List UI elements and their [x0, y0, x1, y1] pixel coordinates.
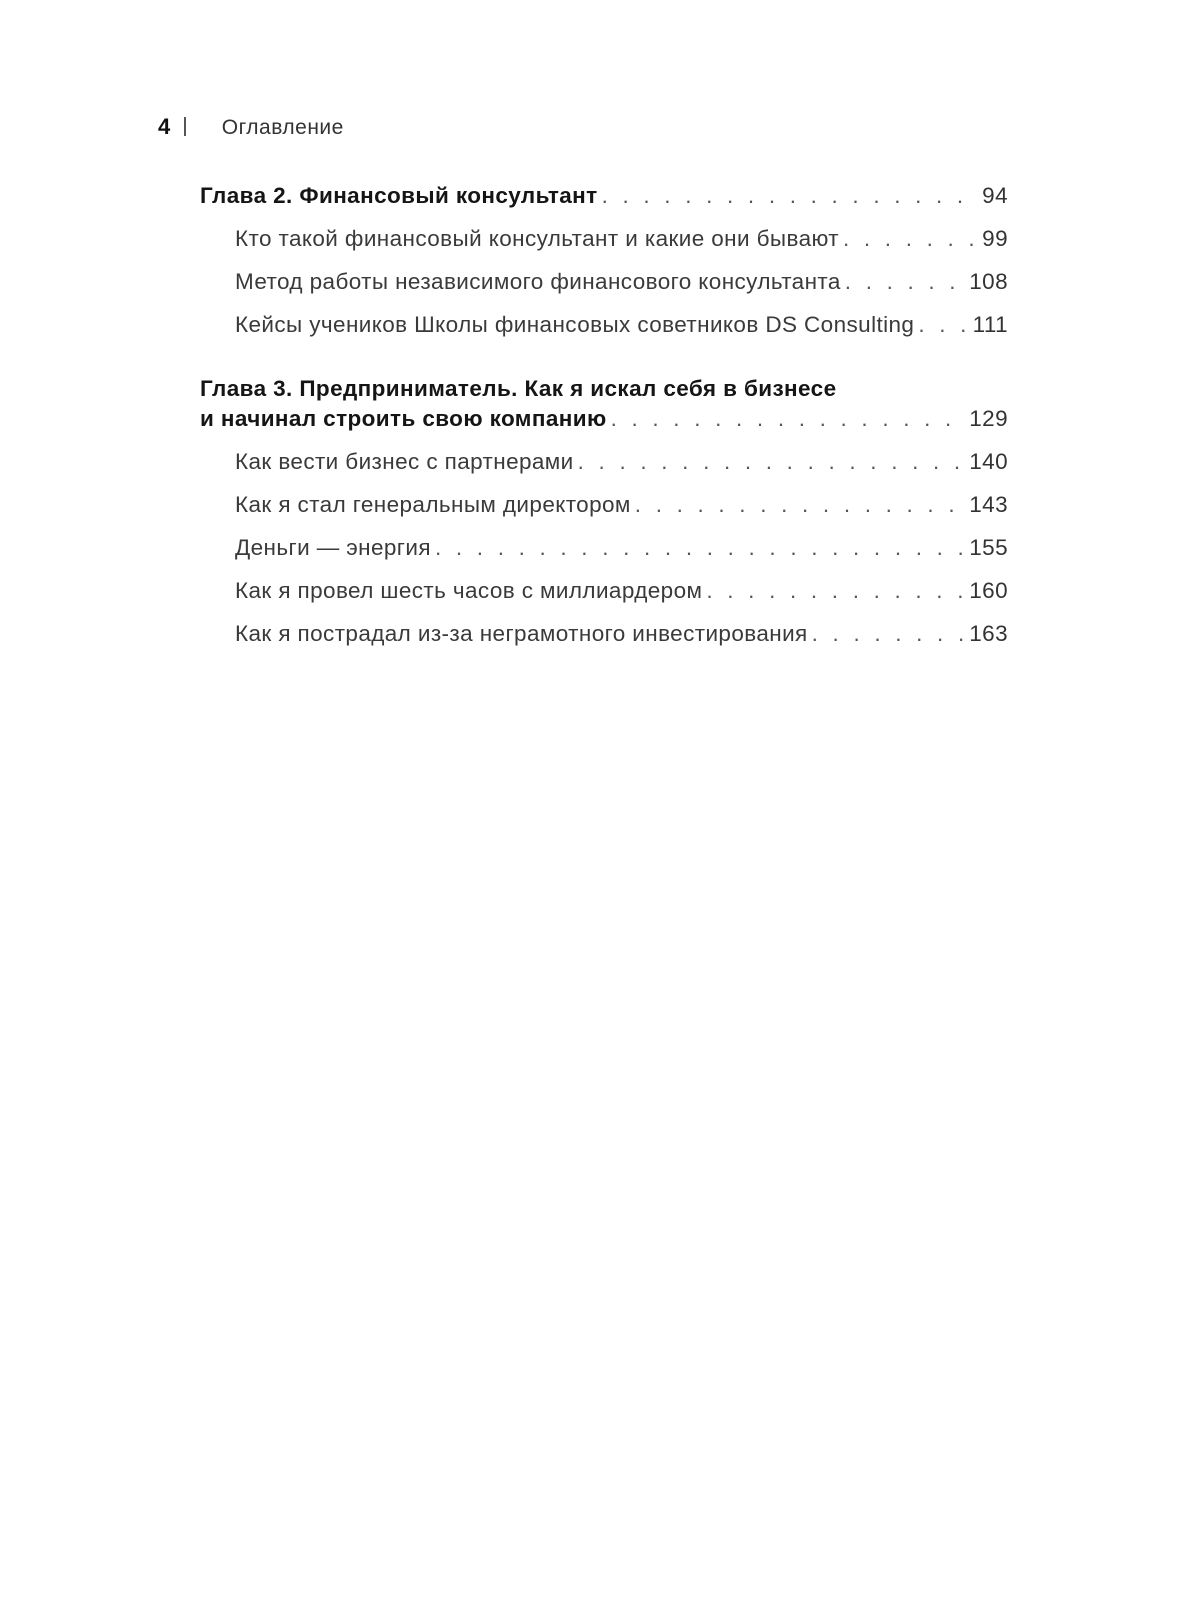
dot-leader	[578, 447, 966, 477]
running-head	[158, 114, 344, 140]
page-number: 4	[158, 114, 171, 139]
running-head-divider	[184, 117, 186, 136]
toc-entry-title: Глава 2. Финансовый консультант	[200, 183, 598, 208]
toc-entry-page: 99	[982, 226, 1008, 251]
toc-entry-title: Кто такой финансовый консультант и какие они бывают	[235, 226, 839, 251]
dot-leader	[918, 310, 968, 340]
toc-entry-title: Как я пострадал из-за неграмотного инвестирования	[235, 621, 808, 646]
toc-entry-chapter-3[interactable]	[200, 404, 1008, 434]
toc-entry-title: Метод работы независимого финансового консультанта	[235, 269, 841, 294]
toc-entry-title: Деньги — энергия	[235, 535, 431, 560]
dot-leader	[706, 576, 965, 606]
toc-entry-section[interactable]	[200, 447, 1008, 477]
toc-chapter-3	[200, 374, 1008, 649]
toc-entry-title: Кейсы учеников Школы финансовых советников DS Consulting	[235, 312, 915, 337]
toc-entry-page: 108	[969, 269, 1008, 294]
toc-entry-title-line-1[interactable]: Глава 3. Предприниматель. Как я искал себя в бизнесе	[200, 376, 837, 401]
toc-entry-page: 160	[969, 578, 1008, 603]
running-head-title: Оглавление	[221, 116, 344, 139]
toc-entry-page: 163	[969, 621, 1008, 646]
toc-entry-page: 129	[969, 406, 1008, 431]
dot-leader	[435, 533, 965, 563]
toc-entry-section[interactable]	[200, 310, 1008, 340]
toc-entry-chapter-2[interactable]	[200, 181, 1008, 211]
toc-entry-page: 143	[969, 492, 1008, 517]
toc-entry-title: и начинал строить свою компанию	[200, 406, 607, 431]
dot-leader	[845, 267, 965, 297]
dot-leader	[602, 181, 979, 211]
toc-entry-page: 94	[982, 183, 1008, 208]
dot-leader	[635, 490, 965, 520]
toc-entry-section[interactable]	[200, 576, 1008, 606]
toc-entry-section[interactable]	[200, 490, 1008, 520]
toc-entry-page: 111	[972, 312, 1008, 337]
toc-entry-page: 140	[969, 449, 1008, 474]
dot-leader	[812, 619, 966, 649]
toc-entry-section[interactable]	[200, 619, 1008, 649]
toc-entry-title: Как я стал генеральным директором	[235, 492, 631, 517]
toc-entry-section[interactable]	[200, 267, 1008, 297]
toc-entry-title: Как вести бизнес с партнерами	[235, 449, 574, 474]
dot-leader	[611, 404, 966, 434]
toc-entry-section[interactable]	[200, 533, 1008, 563]
toc-entry-title: Как я провел шесть часов с миллиардером	[235, 578, 703, 603]
toc-chapter-2	[200, 181, 1008, 340]
toc-entry-page: 155	[969, 535, 1008, 560]
toc-entry-section[interactable]	[200, 224, 1008, 254]
dot-leader	[843, 224, 978, 254]
